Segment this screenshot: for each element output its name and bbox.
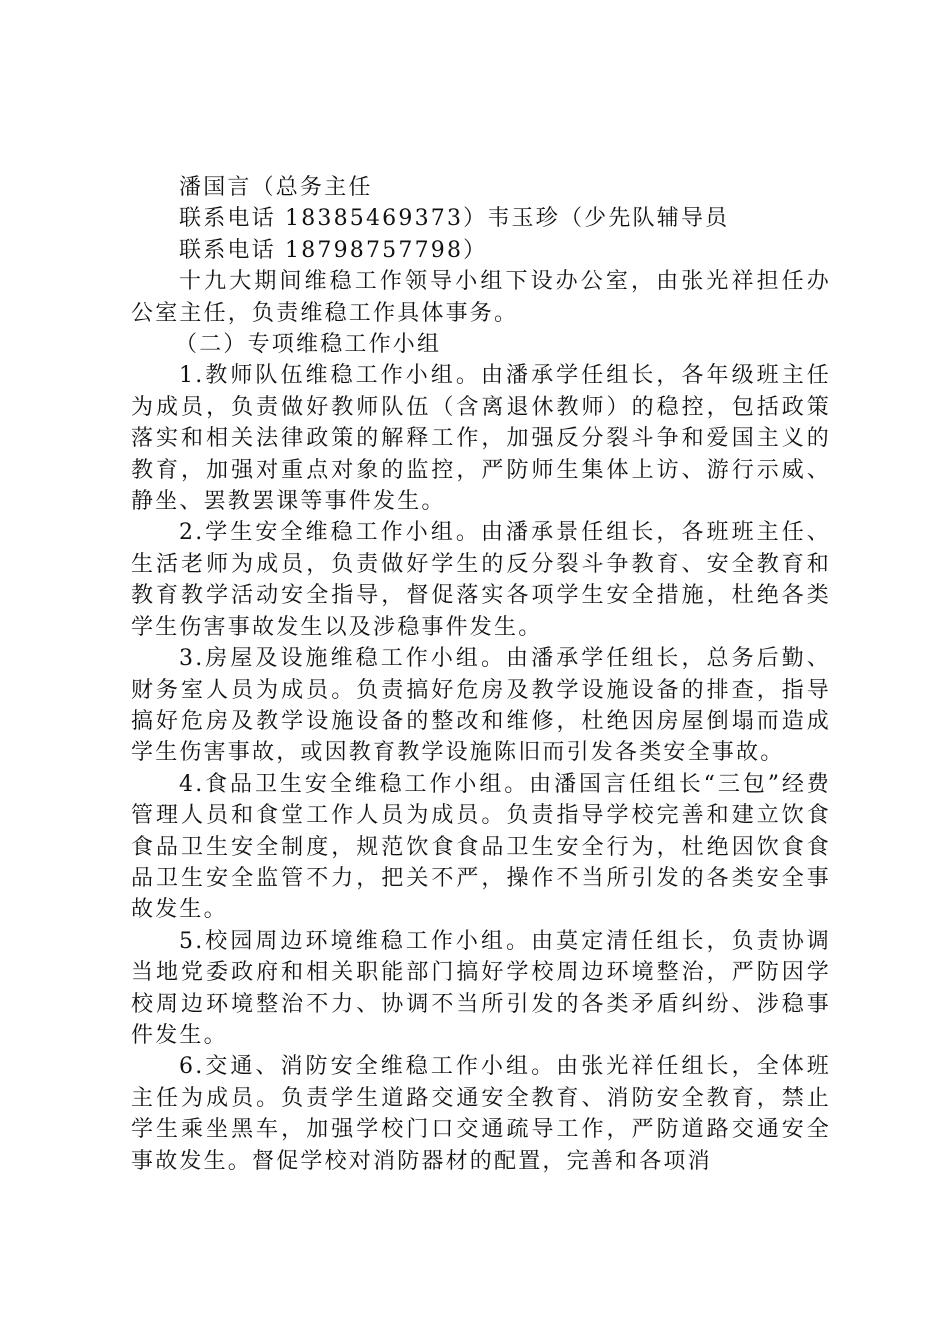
group-paragraph-4: 4.食品卫生安全维稳工作小组。由潘国言任组长“三包”经费管理人员和食堂工作人员为成员。负责指导学校完善和建立饮食食品卫生安全制度，规范饮食食品卫生安全行为，杜绝因饮食食品卫生安全监管不力，把关不严，操作不当所引发的各类安全事故发生。 [131,771,831,923]
contact-line: 潘国言（总务主任 [179,175,373,200]
contact-line: 联系电话 18385469373）韦玉珍（少先队辅导员 [179,206,730,232]
office-paragraph: 十九大期间维稳工作领导小组下设办公室，由张光祥担任办公室主任，负责维稳工作具体事务。 [131,269,831,326]
contact-line: 联系电话 18798757798） [179,237,488,263]
document-body [131,172,831,1177]
group-paragraph-1: 1.教师队伍维稳工作小组。由潘承学任组长，各年级班主任为成员，负责做好教师队伍（含离退休教师）的稳控，包括政策落实和相关法律政策的解释工作，加强反分裂斗争和爱国主义的教育，加强对重点对象的监控，严防师生集体上访、游行示威、静坐、罢教罢课等事件发生。 [131,363,831,515]
group-paragraph-3: 3.房屋及设施维稳工作小组。由潘承学任组长，总务后勤、财务室人员为成员。负责搞好危房及教学设施设备的排查，指导搞好危房及教学设施设备的整改和维修，杜绝因房屋倒塌而造成学生伤害事故，或因教育教学设施陈旧而引发各类安全事故。 [131,646,831,766]
group-paragraph-6: 6.交通、消防安全维稳工作小组。由张光祥任组长，全体班主任为成员。负责学生道路交通安全教育、消防安全教育，禁止学生乘坐黑车，加强学校门口交通疏导工作，严防道路交通安全事故发生。督促学校对消防器材的配置，完善和各项消 [131,1054,831,1174]
group-paragraph-5: 5.校园周边环境维稳工作小组。由莫定清任组长，负责协调当地党委政府和相关职能部门搞好学校周边环境整治，严防因学校周边环境整治不力、协调不当所引发的各类矛盾纠纷、涉稳事件发生。 [131,928,831,1048]
section-heading: （二）专项维稳工作小组 [175,332,442,358]
group-paragraph-2: 2.学生安全维稳工作小组。由潘承景任组长，各班班主任、生活老师为成员，负责做好学生的反分裂斗争教育、安全教育和教育教学活动安全指导，督促落实各项学生安全措施，杜绝各类学生伤害事故发生以及涉稳事件发生。 [131,520,831,640]
